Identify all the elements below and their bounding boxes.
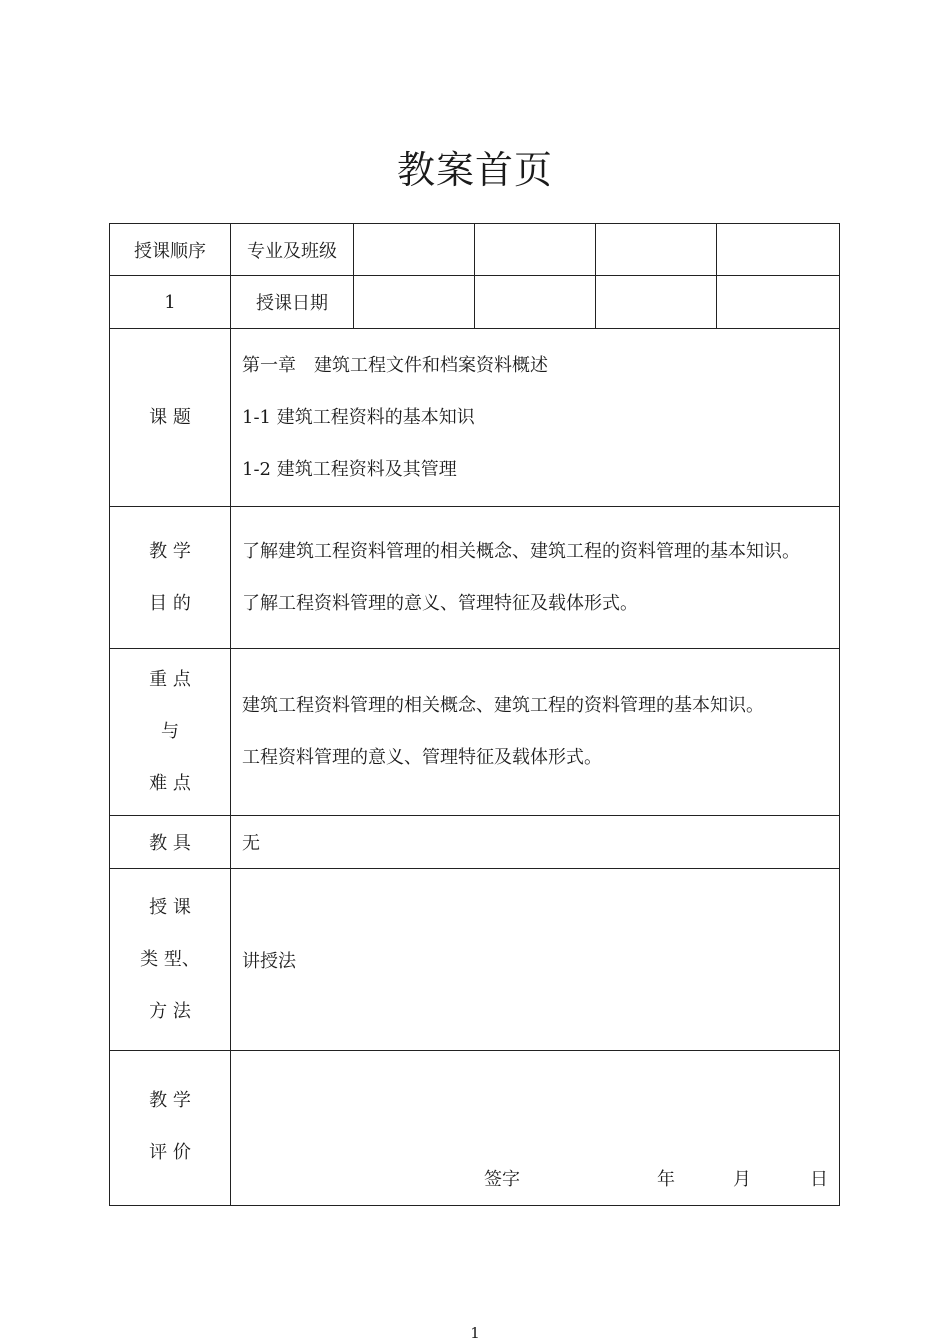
page-title: 教案首页 (396, 148, 553, 192)
class-cell-3[interactable] (596, 224, 717, 276)
method-label-line: 类 型、 (140, 948, 200, 970)
topic-line: 第一章 建筑工程文件和档案资料概述 (242, 354, 548, 376)
class-cell-1[interactable] (354, 224, 475, 276)
key-points-line: 建筑工程资料管理的相关概念、建筑工程的资料管理的基本知识。 (242, 695, 764, 716)
lesson-plan-table (109, 223, 840, 1206)
order-value: 1 (110, 276, 231, 329)
date-cell-3[interactable] (596, 276, 717, 329)
tools-label: 教 具 (110, 816, 231, 869)
table-row (110, 224, 840, 276)
class-label: 专业及班级 (231, 224, 354, 276)
key-points-line: 工程资料管理的意义、管理特征及载体形式。 (242, 747, 602, 768)
date-label: 授课日期 (231, 276, 354, 329)
objective-line: 了解建筑工程资料管理的相关概念、建筑工程的资料管理的基本知识。 (242, 540, 800, 562)
method-label-line: 方 法 (149, 1000, 191, 1022)
table-row (110, 869, 840, 1051)
method-label (110, 869, 231, 1051)
objective-label (110, 507, 231, 649)
date-cell-2[interactable] (475, 276, 596, 329)
day-label: 日 (810, 1169, 828, 1190)
method-value: 讲授法 (231, 869, 840, 1051)
date-cell-4[interactable] (717, 276, 840, 329)
class-cell-2[interactable] (475, 224, 596, 276)
topic-line: 1-2 建筑工程资料及其管理 (242, 458, 457, 480)
table-row (110, 276, 840, 329)
objective-line: 了解工程资料管理的意义、管理特征及载体形式。 (242, 592, 638, 614)
key-points-label-line: 难 点 (149, 773, 191, 794)
table-row (110, 649, 840, 816)
table-row (110, 329, 840, 507)
order-label: 授课顺序 (110, 224, 231, 276)
evaluation-label (110, 1051, 231, 1206)
topic-label: 课 题 (110, 329, 231, 507)
year-label: 年 (657, 1169, 675, 1190)
table-row (110, 1051, 840, 1206)
month-label: 月 (733, 1169, 751, 1190)
page-number: 1 (470, 1324, 480, 1342)
evaluation-label-line: 评 价 (149, 1142, 191, 1163)
objective-content (231, 507, 840, 649)
topic-content (231, 329, 840, 507)
signature-label: 签字 (484, 1169, 520, 1190)
evaluation-label-line: 教 学 (149, 1090, 191, 1111)
key-points-content (231, 649, 840, 816)
key-points-label-line: 与 (161, 721, 179, 742)
table-row (110, 507, 840, 649)
key-points-label-line: 重 点 (149, 669, 191, 690)
key-points-label (110, 649, 231, 816)
objective-label-line: 目 的 (149, 592, 191, 614)
date-cell-1[interactable] (354, 276, 475, 329)
class-cell-4[interactable] (717, 224, 840, 276)
tools-value: 无 (231, 816, 840, 869)
objective-label-line: 教 学 (149, 540, 191, 562)
method-label-line: 授 课 (149, 896, 191, 918)
topic-line: 1-1 建筑工程资料的基本知识 (242, 406, 475, 428)
table-row (110, 816, 840, 869)
